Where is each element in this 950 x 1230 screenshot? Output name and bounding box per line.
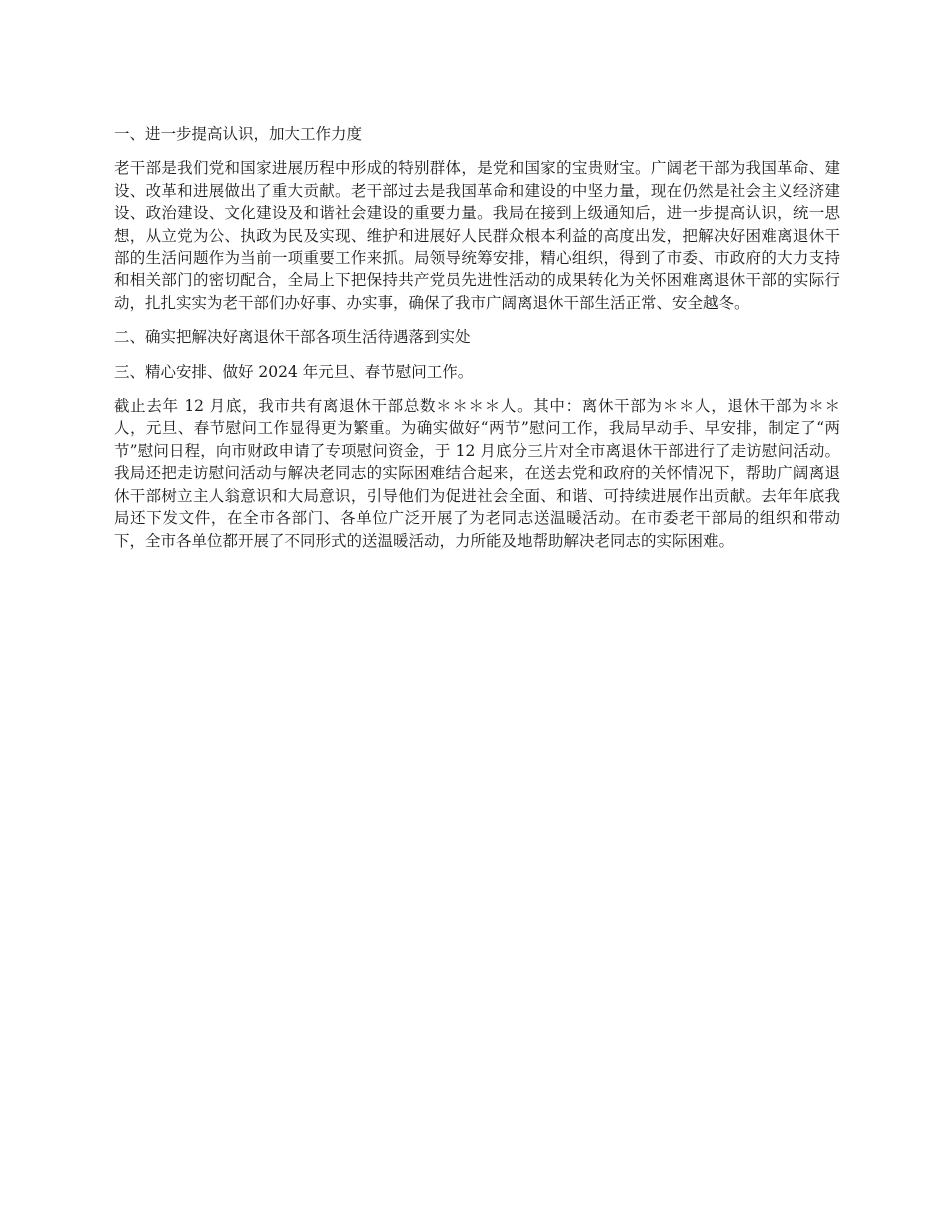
paragraph-2: 截止去年 12 月底，我市共有离退休干部总数＊＊＊＊人。其中：离休干部为＊＊人，退休干部为＊＊人，元旦、春节慰问工作显得更为繁重。为确实做好“两节”慰问工作，我局早动手、早安排，制定了“两节”慰问日程，向市财政申请了专项慰问资金，于 12 月底分三片对全市离退休干部进行了走访慰问活动。我局还把走访慰问活动与解决老同志的实际困难结合起来，在送去党和政府的关怀情况下，帮助广阔离退休干部树立主人翁意识和大局意识，引导他们为促进社会全面、和谐、可持续进展作出贡献。去年年底我局还下发文件，在全市各部门、各单位广泛开展了为老同志送温暖活动。在市委老干部局的组织和带动下，全市各单位都开展了不同形式的送温暖活动，力所能及地帮助解决老同志的实际困难。 bbox=[114, 397, 840, 550]
document-body bbox=[114, 123, 840, 564]
section-heading-1: 一、进一步提高认识，加大工作力度 bbox=[114, 125, 363, 143]
section-heading-3: 三、精心安排、做好 2024 年元旦、春节慰问工作。 bbox=[114, 362, 474, 381]
section-heading-2: 二、确实把解决好离退休干部各项生活待遇落到实处 bbox=[114, 328, 471, 347]
paragraph-1: 老干部是我们党和国家进展历程中形成的特别群体，是党和国家的宝贵财宝。广阔老干部为我国革命、建设、改革和进展做出了重大贡献。老干部过去是我国革命和建设的中坚力量，现在仍然是社会主义经济建设、政治建设、文化建设及和谐社会建设的重要力量。我局在接到上级通知后，进一步提高认识，统一思想，从立党为公、执政为民及实现、维护和进展好人民群众根本利益的高度出发，把解决好困难离退休干部的生活问题作为当前一项重要工作来抓。局领导统筹安排，精心组织，得到了市委、市政府的大力支持和相关部门的密切配合，全局上下把保持共产党员先进性活动的成果转化为关怀困难离退休干部的实际行动，扎扎实实为老干部们办好事、办实事，确保了我市广阔离退休干部生活正常、安全越冬。 bbox=[114, 159, 840, 312]
